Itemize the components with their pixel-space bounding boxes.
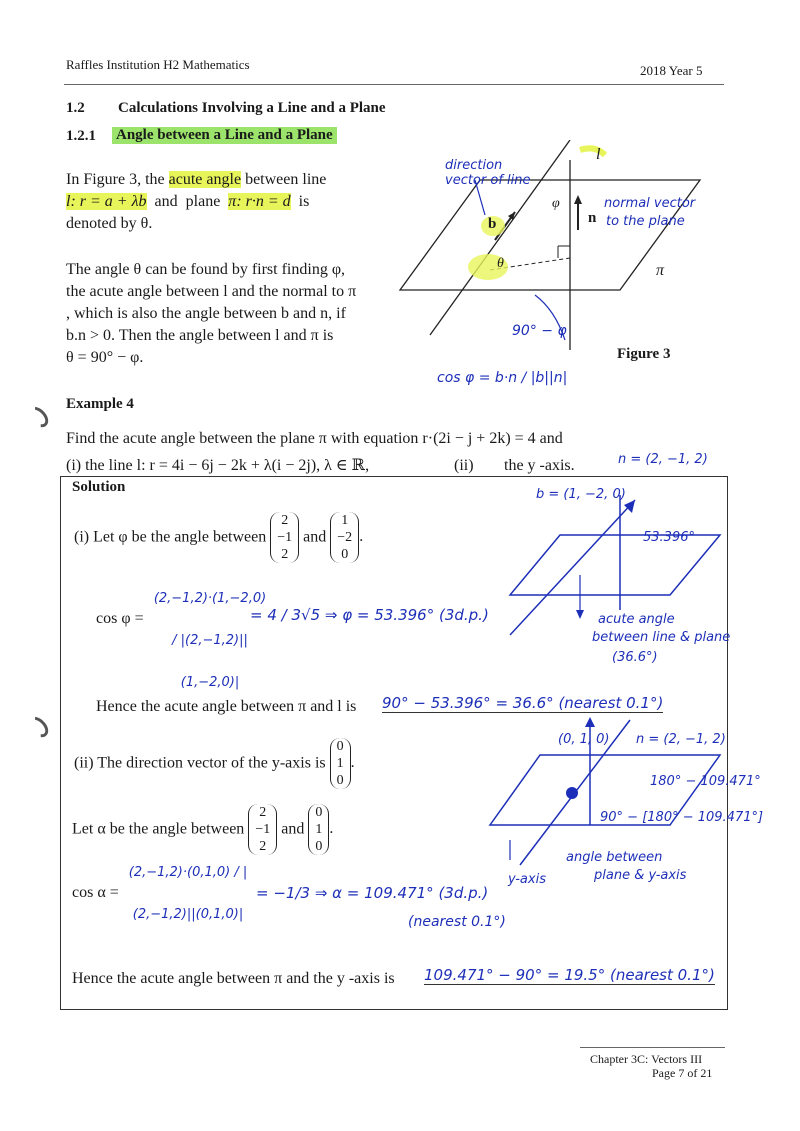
sketch1-note1: acute angle [598,612,675,627]
subsection-title: Angle between a Line and a Plane [112,127,337,144]
sketch1-phi: 53.396° [643,530,695,545]
solution-i-line: (i) Let φ be the angle between 2 −1 2 and 1 −2 0 . [74,513,364,562]
note-to-the-plane: to the plane [606,214,685,229]
sketch1-b: b = (1, −2, 0) [536,487,626,502]
vector-entry: 2 [281,513,289,528]
figure-label-phi: φ [552,196,560,211]
cos-phi-result: = 4 / 3√5 ⇒ φ = 53.396° (3d.p.) [250,606,489,624]
note-direction-vector: direction vector of line [445,158,531,188]
intro-text: denoted by θ. [66,215,153,232]
vector-entry: −2 [337,530,353,545]
sketch2-note2: plane & y-axis [594,868,687,883]
intro-paragraph-2 [66,259,386,369]
vector-entry: 0 [336,739,344,754]
punch-hole-mark [24,713,52,741]
hence-ii-answer: 109.471° − 90° = 19.5° (nearest 0.1°) [424,966,715,984]
solution-ii-text: (ii) The direction vector of the y-axis is [74,754,326,772]
example-part-i: (i) the line l: r = 4i − 6j − 2k + λ(i − 2j), λ ∈ ℝ, [66,457,370,474]
vector-entry: 2 [259,805,267,820]
intro-text: plane [185,193,221,210]
header-left: Raffles Institution H2 Mathematics [66,57,250,72]
l-highlight [580,148,605,155]
sketch-arrow-head [576,610,584,619]
vector-entry: 2 [259,839,267,854]
figure-label-l: l [596,146,601,163]
plane-equation: π: r·n = d [228,193,291,210]
intro-paragraph-1 [66,169,376,235]
cos-phi-work: (2,−1,2)·(1,−2,0) / |(2,−1,2)||(1,−2,0)| [153,591,267,690]
vector-entry: −1 [277,530,293,545]
intro-text: is [298,193,310,210]
intro-line: the acute angle between l and the normal to π [66,283,357,300]
and-word: and [303,528,327,546]
line-equation: l: r = a + λb [66,193,147,210]
solution-title: Solution [72,479,126,495]
intro-text: and [154,193,178,210]
vector-entry: 1 [315,822,323,837]
sketch-y-axis-arrow [585,717,595,727]
normal-vector-column [248,804,277,855]
n-arrow-head [574,195,582,204]
normal-vector-column [270,512,299,563]
footer-chapter: Chapter 3C: Vectors III [590,1052,703,1066]
cos-alpha-label: cos α = [72,884,119,901]
section-title: Calculations Involving a Line and a Plane [118,100,386,116]
example-part-ii: the y -axis. [504,457,575,474]
sketch1-note2: between line & plane [592,630,731,645]
hence-i-answer: 90° − 53.396° = 36.6° (nearest 0.1°) [382,694,664,712]
sketch2-n: n = (2, −1, 2) [636,732,726,747]
y-axis-vector-column [308,804,329,855]
sketch2-axis: y-axis [508,872,546,887]
example-part-ii-label: (ii) [454,457,474,474]
note-90-minus-phi: 90° − φ [512,323,567,339]
sketch2-angle-b: 90° − [180° − 109.471°] [600,810,764,825]
let-alpha-text: Let α be the angle between [72,820,245,838]
figure-label-n: n [588,210,597,226]
figure-label-pi: π [656,262,665,279]
subsection-number: 1.2.1 [66,128,96,144]
solution-ii-line: (ii) The direction vector of the y-axis is 0 1 0 . [74,739,355,788]
let-alpha-line: Let α be the angle between 2 −1 2 and 0 1 0 . [72,805,334,854]
figure-label-theta: θ [497,256,504,271]
footer-rule [580,1047,725,1048]
note-cos-phi: cos φ = b·n / |b||n| [437,370,568,386]
intro-line: The angle θ can be found by first finding φ, [66,261,346,278]
intro-line: , which is also the angle between b and n, if [66,305,346,322]
sketch2-vec: (0, 1, 0) [558,732,610,747]
cos-phi-label: cos φ = [96,610,144,627]
intro-text: between line [245,171,327,188]
vector-entry: 0 [315,805,323,820]
header-right: 2018 Year 5 [640,63,703,78]
example-title: Example 4 [66,396,134,412]
intro-line: b.n > 0. Then the angle between l and π is [66,327,334,344]
sketch2-angle-a: 180° − 109.471° [650,774,761,789]
section-number: 1.2 [66,100,85,116]
sketch-angle-marker [566,787,578,799]
y-axis-vector-column [330,738,351,789]
vector-entry: 2 [281,547,289,562]
figure-label-b: b [488,216,497,232]
sketch1-note3: (36.6°) [612,650,658,665]
header-rule [64,84,724,85]
intro-line: θ = 90° − φ. [66,349,144,366]
direction-vector-column [330,512,359,563]
intro-text: In Figure 3, the [66,171,165,188]
note-normal-vector: normal vector [604,196,696,211]
cos-alpha-work: (2,−1,2)·(0,1,0) / |(2,−1,2)||(0,1,0)| [128,865,248,922]
note-n-vector: n = (2, −1, 2) [618,452,708,467]
vector-entry: −1 [255,822,271,837]
vector-entry: 0 [341,547,349,562]
acute-angle-highlight: acute angle [168,171,242,188]
hence-i-text: Hence the acute angle between π and l is [96,698,357,715]
solution-i-text: (i) Let φ be the angle between [74,528,267,546]
cos-alpha-round: (nearest 0.1°) [408,914,506,930]
sketch2-note1: angle between [566,850,663,865]
vector-entry: 1 [341,513,349,528]
vector-entry: 1 [336,756,344,771]
and-word: and [281,820,305,838]
footer-page: Page 7 of 21 [652,1066,713,1080]
cos-alpha-result: = −1/3 ⇒ α = 109.471° (3d.p.) [256,884,489,902]
vector-entry: 0 [315,839,323,854]
vector-entry: 0 [336,773,344,788]
punch-hole-mark [24,403,52,431]
example-question: Find the acute angle between the plane π with equation r·(2i − j + 2k) = 4 and [66,430,563,447]
hence-ii-text: Hence the acute angle between π and the y -axis is [72,970,395,987]
figure-caption: Figure 3 [617,346,671,362]
